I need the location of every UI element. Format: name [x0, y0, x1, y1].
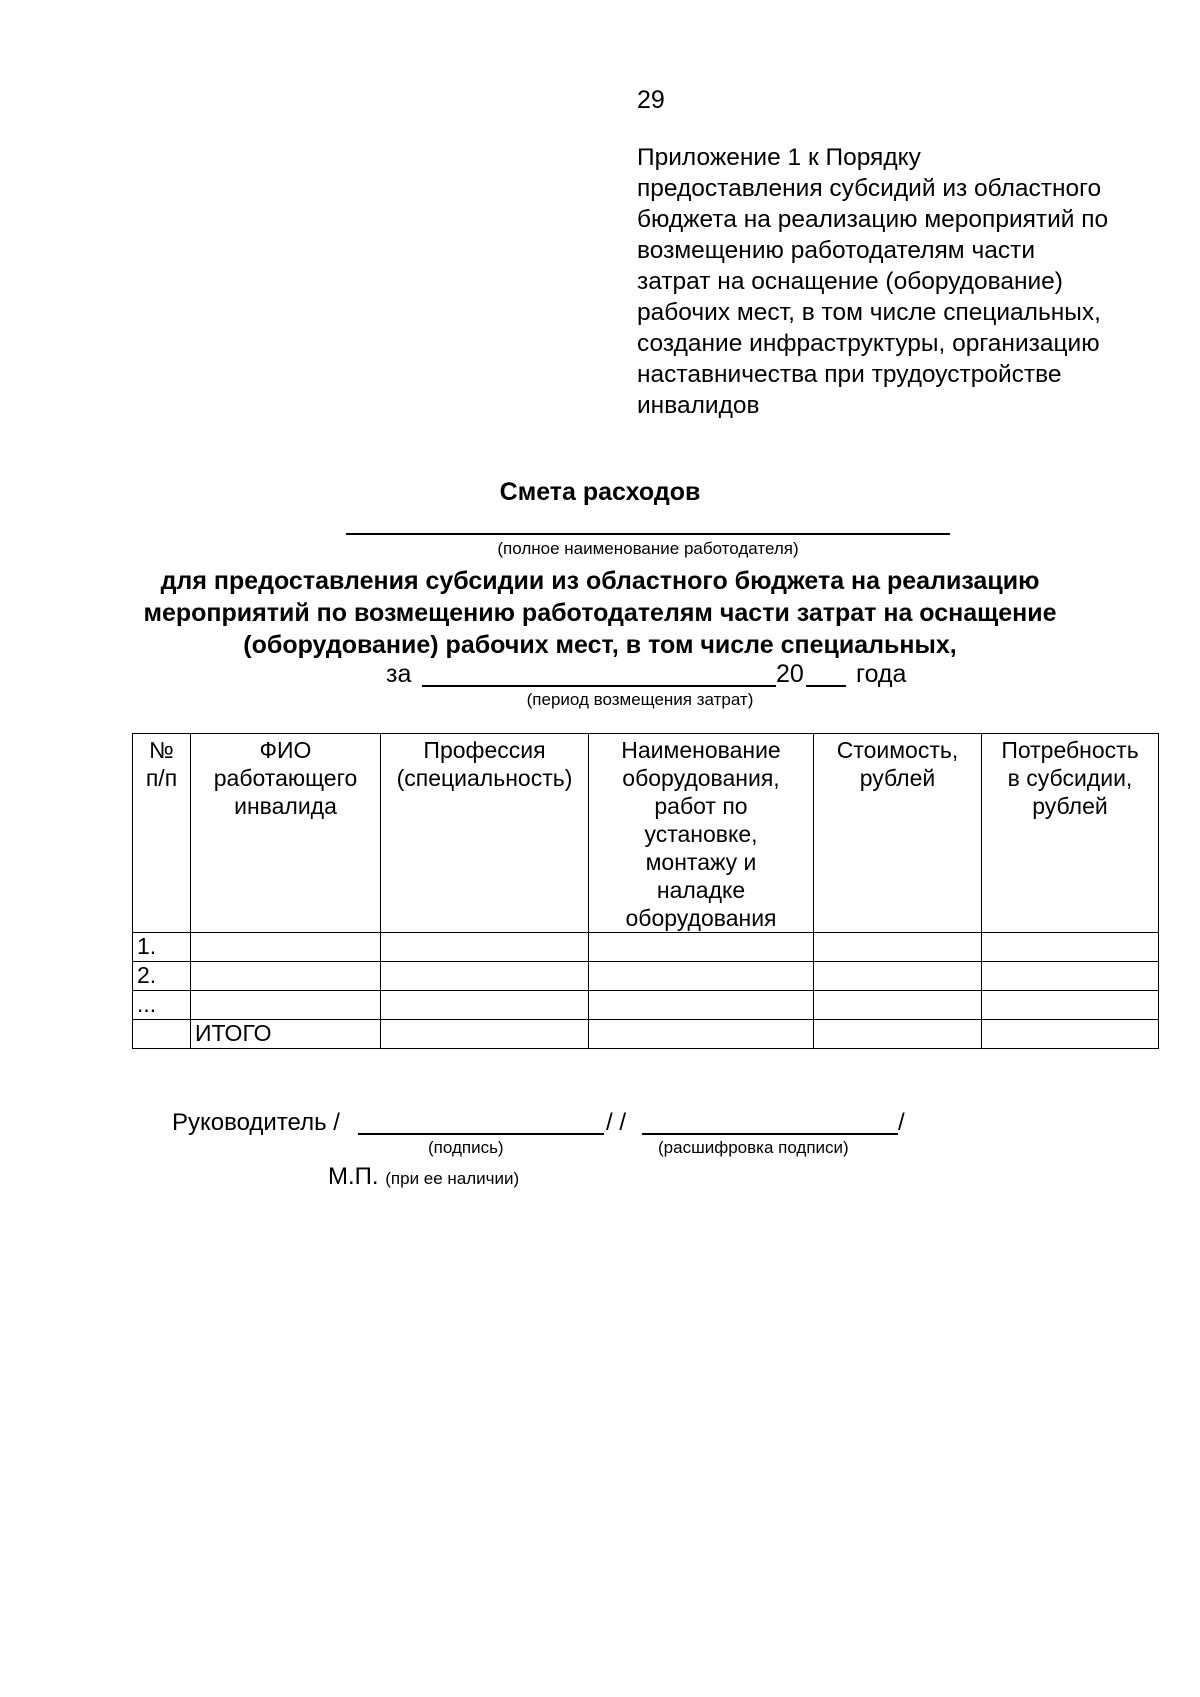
- table-row: [133, 962, 1159, 991]
- table-cell: [814, 933, 982, 962]
- table-cell: [982, 991, 1159, 1020]
- column-header-name: [191, 734, 381, 933]
- table-cell: [191, 962, 381, 991]
- appendix-line: бюджета на реализацию мероприятий по: [637, 206, 1109, 233]
- seal-placeholder: [328, 1163, 519, 1191]
- period-suffix: года: [856, 660, 907, 688]
- table-cell: [381, 991, 589, 1020]
- signature-separator: / /: [606, 1109, 627, 1136]
- table-cell: [589, 1020, 814, 1049]
- purpose-line: (оборудование) рабочих мест, в том числе специальных,: [243, 631, 957, 659]
- column-header-equipment: [589, 734, 814, 933]
- table-cell: 1.: [133, 933, 191, 962]
- table-cell: [589, 991, 814, 1020]
- appendix-line: создание инфраструктуры, организацию: [637, 330, 1100, 357]
- period-year-prefix: 20: [776, 660, 804, 688]
- header-text: Стоимость, рублей: [836, 737, 959, 791]
- employer-caption: (полное наименование работодателя): [497, 539, 799, 558]
- table-cell: [982, 962, 1159, 991]
- period-year-blank: [806, 685, 846, 687]
- employer-name-blank: [346, 533, 950, 535]
- estimate-table: [132, 733, 1159, 1049]
- header-text: № п/п: [145, 737, 178, 791]
- signature-blank: [358, 1133, 604, 1135]
- table-cell: 2.: [133, 962, 191, 991]
- appendix-line: Приложение 1 к Порядку: [637, 144, 921, 171]
- appendix-line: затрат на оснащение (оборудование): [637, 268, 1063, 295]
- period-prefix: за: [386, 660, 412, 688]
- table-cell: [982, 1020, 1159, 1049]
- table-cell: ...: [133, 991, 191, 1020]
- table-cell: [814, 1020, 982, 1049]
- purpose-line: мероприятий по возмещению работодателям части затрат на оснащение: [143, 599, 1057, 627]
- appendix-line: предоставления субсидий из областного: [637, 175, 1102, 202]
- header-text: Наименование оборудования, работ по установке, монтажу и наладке оборудования: [621, 737, 781, 931]
- purpose-statement: [0, 565, 1200, 661]
- signature-decoding-blank: [642, 1133, 898, 1135]
- appendix-note: [637, 142, 1157, 421]
- table-cell: [814, 991, 982, 1020]
- table-cell: [191, 991, 381, 1020]
- column-header-cost: [814, 734, 982, 933]
- appendix-line: возмещению работодателям части: [637, 237, 1036, 264]
- document-title: Смета расходов: [499, 478, 701, 506]
- table-row: [133, 933, 1159, 962]
- column-header-subsidy: [982, 734, 1159, 933]
- table-cell: [381, 933, 589, 962]
- table-cell: [589, 962, 814, 991]
- table-total-row: [133, 1020, 1159, 1049]
- seal-note: (при ее наличии): [385, 1169, 520, 1188]
- table-cell: [133, 1020, 191, 1049]
- table-cell: [589, 933, 814, 962]
- page-number: 29: [637, 86, 665, 114]
- column-header-profession: [381, 734, 589, 933]
- table-header-row: [133, 734, 1159, 933]
- signature-label: Руководитель /: [172, 1109, 340, 1136]
- signature-caption: (подпись): [428, 1138, 504, 1157]
- column-header-number: [133, 734, 191, 933]
- table-cell: [381, 1020, 589, 1049]
- table-cell: [814, 962, 982, 991]
- total-label: ИТОГО: [191, 1020, 381, 1049]
- header-text: Профессия (специальность): [396, 737, 573, 791]
- signature-closing: /: [898, 1109, 905, 1136]
- table-row: [133, 991, 1159, 1020]
- period-blank: [422, 685, 776, 687]
- appendix-line: рабочих мест, в том числе специальных,: [637, 299, 1101, 326]
- seal-label: М.П.: [328, 1163, 379, 1190]
- table-cell: [191, 933, 381, 962]
- decoding-caption: (расшифровка подписи): [658, 1138, 849, 1157]
- table-cell: [381, 962, 589, 991]
- header-text: Потребность в субсидии, рублей: [1001, 737, 1139, 819]
- appendix-line: инвалидов: [637, 392, 760, 419]
- appendix-line: наставничества при трудоустройстве: [637, 361, 1062, 388]
- table-cell: [982, 933, 1159, 962]
- header-text: ФИО работающего инвалида: [213, 737, 358, 819]
- period-caption: (период возмещения затрат): [526, 690, 754, 709]
- purpose-line: для предоставления субсидии из областного бюджета на реализацию: [160, 567, 1040, 595]
